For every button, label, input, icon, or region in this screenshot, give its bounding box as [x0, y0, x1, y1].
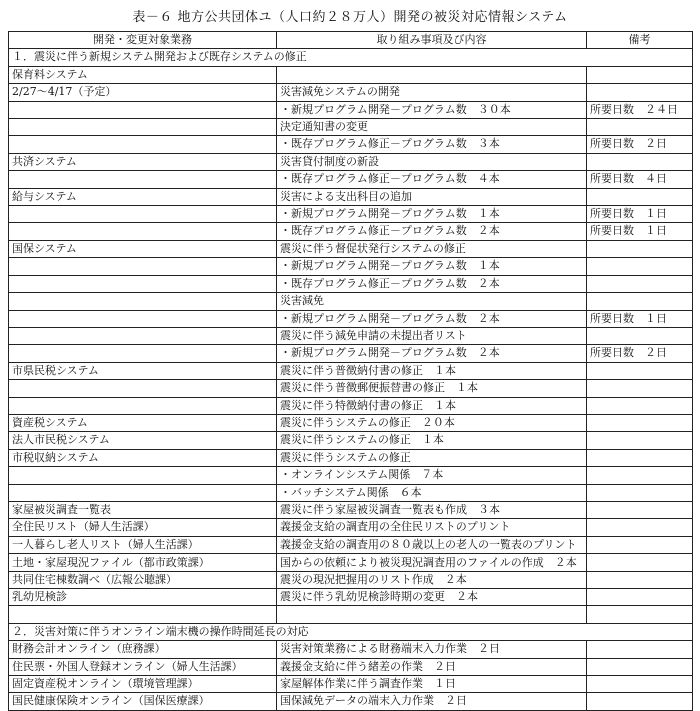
- work-cell: [9, 380, 277, 397]
- work-cell: [9, 101, 277, 118]
- measure-cell: 震災に伴う督促状発行システムの修正: [277, 240, 587, 257]
- work-cell: [9, 119, 277, 136]
- remark-cell: [587, 362, 693, 379]
- work-cell: [9, 327, 277, 344]
- measure-cell: ・新規プログラム開発－プログラム数 １本: [277, 258, 587, 275]
- work-cell: 共済システム: [9, 153, 277, 170]
- table-row: [9, 101, 693, 118]
- remark-cell: [587, 484, 693, 501]
- measure-cell: 震災に伴うシステムの修正: [277, 449, 587, 466]
- remark-cell: [587, 467, 693, 484]
- table-row: [9, 223, 693, 240]
- measure-cell: 震災の現況把握用のリスト作成 ２本: [277, 571, 587, 588]
- work-cell: 資産税システム: [9, 414, 277, 431]
- system-table: [8, 31, 693, 711]
- work-cell: 市税収納システム: [9, 449, 277, 466]
- table-row: [9, 275, 693, 292]
- table-row: [9, 153, 693, 170]
- table-row: [9, 66, 693, 83]
- table-row: [9, 258, 693, 275]
- table-row: [9, 554, 693, 571]
- remark-cell: [587, 658, 693, 675]
- measure-cell: ・既存プログラム修正－プログラム数 ４本: [277, 171, 587, 188]
- table-row: [9, 467, 693, 484]
- measure-cell: 震災に伴う普徴納付書の修正 １本: [277, 362, 587, 379]
- remark-cell: 所要日数 ２４日: [587, 101, 693, 118]
- table-row: [9, 414, 693, 431]
- work-cell: [9, 467, 277, 484]
- measure-cell: ・既存プログラム修正－プログラム数 ２本: [277, 223, 587, 240]
- measure-cell: 災害減免: [277, 293, 587, 310]
- remark-cell: [587, 449, 693, 466]
- measure-cell: 震災に伴う普徴郵便振替書の修正 １本: [277, 380, 587, 397]
- table-row: [9, 571, 693, 588]
- table-row: [9, 432, 693, 449]
- table-row: [9, 310, 693, 327]
- table-row: [9, 136, 693, 153]
- table-row: [9, 380, 693, 397]
- table-row: [9, 501, 693, 518]
- measure-cell: ・新規プログラム開発－プログラム数 １本: [277, 206, 587, 223]
- work-cell: [9, 171, 277, 188]
- remark-cell: 所要日数 １日: [587, 206, 693, 223]
- work-cell: [9, 484, 277, 501]
- spacer-row: [9, 606, 693, 623]
- measure-cell: 災害減免システムの開発: [277, 84, 587, 101]
- remark-cell: [587, 84, 693, 101]
- empty-cell: [277, 606, 587, 623]
- remark-cell: [587, 554, 693, 571]
- remark-cell: 所要日数 １日: [587, 223, 693, 240]
- header-row: [9, 32, 693, 49]
- remark-cell: [587, 240, 693, 257]
- work-cell: 土地・家屋現況ファイル（都市政策課）: [9, 554, 277, 571]
- remark-cell: [587, 519, 693, 536]
- remark-cell: 所要日数 １日: [587, 310, 693, 327]
- measure-cell: 震災に伴う乳幼児検診時期の変更 ２本: [277, 588, 587, 605]
- table-title: 表－６ 地方公共団体ユ（人口約２８万人）開発の被災対応情報システム: [132, 10, 568, 25]
- measure-cell: 震災に伴う減免申請の未提出者リスト: [277, 327, 587, 344]
- remark-cell: 所要日数 ２日: [587, 136, 693, 153]
- work-cell: [9, 206, 277, 223]
- table-row: [9, 484, 693, 501]
- remark-cell: [587, 641, 693, 658]
- table-row: [9, 206, 693, 223]
- work-cell: 家屋被災調査一覧表: [9, 501, 277, 518]
- work-cell: 乳幼児検診: [9, 588, 277, 605]
- remark-cell: 所要日数 ４日: [587, 171, 693, 188]
- measure-cell: ・新規プログラム開発－プログラム数 ２本: [277, 310, 587, 327]
- remark-cell: [587, 327, 693, 344]
- work-cell: 国保システム: [9, 240, 277, 257]
- section-heading-row: [9, 49, 693, 66]
- measure-cell: 家屋解体作業に伴う調査作業 １日: [277, 675, 587, 692]
- measure-cell: ・バッチシステム関係 ６本: [277, 484, 587, 501]
- table-row: [9, 536, 693, 553]
- work-cell: [9, 136, 277, 153]
- section-heading: １．震災に伴う新規システム開発および既存システムの修正: [9, 49, 693, 66]
- work-cell: [9, 310, 277, 327]
- measure-cell: ・既存プログラム修正－プログラム数 ２本: [277, 275, 587, 292]
- remark-cell: [587, 397, 693, 414]
- section-heading: ２．災害対策に伴うオンライン端末機の操作時間延長の対応: [9, 623, 693, 640]
- work-cell: [9, 258, 277, 275]
- remark-cell: [587, 501, 693, 518]
- table-row: [9, 675, 693, 692]
- remark-cell: [587, 414, 693, 431]
- measure-cell: 震災に伴う家屋被災調査一覧表も作成 ３本: [277, 501, 587, 518]
- work-cell: 固定資産税オンライン（環境管理課）: [9, 675, 277, 692]
- remark-cell: [587, 588, 693, 605]
- work-cell: 保育料システム: [9, 66, 277, 83]
- remark-cell: [587, 380, 693, 397]
- table-row: [9, 397, 693, 414]
- empty-cell: [9, 606, 277, 623]
- header-target-work: 開発・変更対象業務: [9, 32, 277, 49]
- measure-cell: 義援金支給の調査用の８０歳以上の老人の一覧表のプリント: [277, 536, 587, 553]
- table-row: [9, 449, 693, 466]
- work-cell: [9, 275, 277, 292]
- remark-cell: [587, 188, 693, 205]
- work-cell: [9, 345, 277, 362]
- work-cell: 一人暮らし老人リスト（婦人生活課）: [9, 536, 277, 553]
- measure-cell: 災害貸付制度の新設: [277, 153, 587, 170]
- table-row: [9, 658, 693, 675]
- measure-cell: 震災に伴う特徴納付書の修正 １本: [277, 397, 587, 414]
- table-row: [9, 188, 693, 205]
- empty-cell: [587, 606, 693, 623]
- table-row: [9, 519, 693, 536]
- table-row: [9, 641, 693, 658]
- measure-cell: 国からの依頼により被災現況調査用のファイルの作成 ２本: [277, 554, 587, 571]
- table-row: [9, 119, 693, 136]
- table-row: [9, 693, 693, 710]
- remark-cell: [587, 153, 693, 170]
- remark-cell: [587, 66, 693, 83]
- measure-cell: 震災に伴うシステムの修正 １本: [277, 432, 587, 449]
- measure-cell: 義援金支給に伴う緒差の作業 ２日: [277, 658, 587, 675]
- measure-cell: 災害対策業務による財務端末入力作業 ２日: [277, 641, 587, 658]
- remark-cell: [587, 119, 693, 136]
- remark-cell: [587, 693, 693, 710]
- measure-cell: ・新規プログラム開発－プログラム数 ２本: [277, 345, 587, 362]
- header-measures: 取り組み事項及び内容: [277, 32, 587, 49]
- table-row: [9, 171, 693, 188]
- work-cell: [9, 293, 277, 310]
- remark-cell: [587, 536, 693, 553]
- work-cell: 国民健康保険オンライン（国保医療課）: [9, 693, 277, 710]
- remark-cell: 所要日数 ２日: [587, 345, 693, 362]
- measure-cell: 国保減免データの端末入力作業 ２日: [277, 693, 587, 710]
- remark-cell: [587, 258, 693, 275]
- table-row: [9, 362, 693, 379]
- measure-cell: 決定通知書の変更: [277, 119, 587, 136]
- measure-cell: ・オンラインシステム関係 ７本: [277, 467, 587, 484]
- table-row: [9, 293, 693, 310]
- work-cell: 市県民税システム: [9, 362, 277, 379]
- measure-cell: 震災に伴うシステムの修正 ２０本: [277, 414, 587, 431]
- measure-cell: 義援金支給の調査用の全住民リストのプリント: [277, 519, 587, 536]
- table-row: [9, 588, 693, 605]
- work-cell: 全住民リスト（婦人生活課）: [9, 519, 277, 536]
- table-row: [9, 240, 693, 257]
- table-row: [9, 345, 693, 362]
- work-cell: 共同住宅棟数調べ（広報公聴課）: [9, 571, 277, 588]
- measure-cell: ・新規プログラム開発－プログラム数 ３０本: [277, 101, 587, 118]
- work-cell: 給与システム: [9, 188, 277, 205]
- header-remarks: 備考: [587, 32, 693, 49]
- measure-cell: 災害による支出科目の追加: [277, 188, 587, 205]
- remark-cell: [587, 571, 693, 588]
- work-cell: 2/27～4/17（予定）: [9, 84, 277, 101]
- table-row: [9, 84, 693, 101]
- work-cell: [9, 397, 277, 414]
- measure-cell: ・既存プログラム修正－プログラム数 ３本: [277, 136, 587, 153]
- section-heading-row: [9, 623, 693, 640]
- remark-cell: [587, 432, 693, 449]
- remark-cell: [587, 293, 693, 310]
- work-cell: 財務会計オンライン（庶務課）: [9, 641, 277, 658]
- work-cell: 法人市民税システム: [9, 432, 277, 449]
- work-cell: [9, 223, 277, 240]
- remark-cell: [587, 675, 693, 692]
- work-cell: 住民票・外国人登録オンライン（婦人生活課）: [9, 658, 277, 675]
- measure-cell: [277, 66, 587, 83]
- table-row: [9, 327, 693, 344]
- remark-cell: [587, 275, 693, 292]
